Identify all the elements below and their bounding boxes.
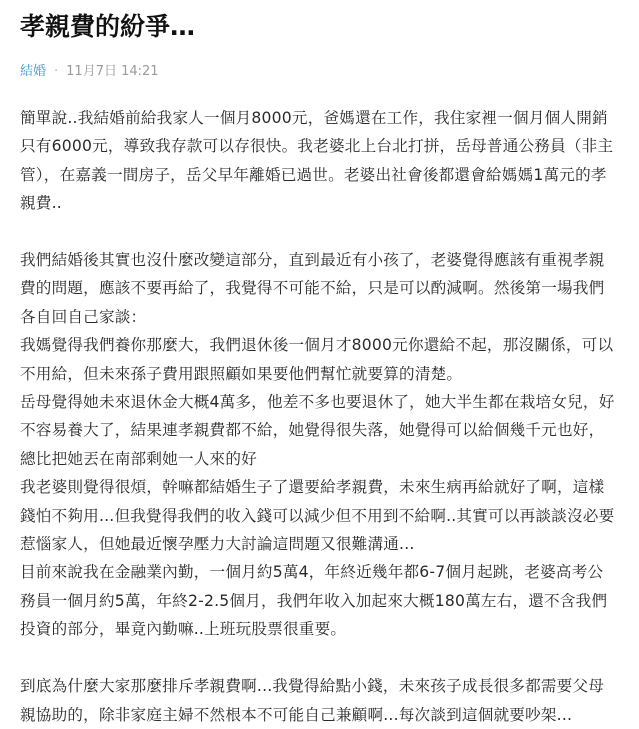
- post-body: [20, 104, 619, 729]
- post-timestamp: 11月7日 14:21: [66, 64, 159, 79]
- body-paragraph-2: 我們結婚後其實也沒什麼改變這部分，直到最近有小孩了，老婆覺得應該有重視孝親費的問題，應該不要再給了，我覺得不可能不給，只是可以酌減啊。然後第一場我們各自回自己家談：: [20, 251, 605, 326]
- body-paragraph-1: 簡單說..我結婚前給我家人一個月8000元，爸媽還在工作，我住家裡一個月個人開銷只有6000元，導致我存款可以存很快。我老婆北上台北打拼，岳母普通公務員（非主管），在嘉義一間房子，岳父早年離婚已過世。老婆出社會後都還會給媽媽1萬元的孝親費..: [20, 109, 614, 213]
- body-paragraph-4: 岳母覺得她未來退休金大概4萬多，他差不多也要退休了，她大半生都在栽培女兒，好不容易養大了，結果連孝親費都不給，她覺得很失落，她覺得可以給個幾千元也好，總比把她丟在南部剩她一人來的好: [20, 393, 615, 468]
- meta-separator: ·: [54, 64, 59, 79]
- body-paragraph-7: 到底為什麼大家那麼排斥孝親費啊...我覺得給點小錢，未來孩子成長很多都需要父母親協助的，除非家庭主婦不然根本不可能自己兼顧啊...每次談到這個就要吵架...: [20, 677, 605, 724]
- body-paragraph-5: 我老婆則覺得很煩，幹嘛都結婚生子了還要給孝親費，未來生病再給就好了啊，這樣錢怕不夠用...但我覺得我們的收入錢可以減少但不用到不給啊..其實可以再談談沒必要惹惱家人，但她最近懷孕壓力大討論這問題又很難溝通...: [20, 478, 615, 554]
- body-paragraph-3: 我媽覺得我們養你那麼大，我們退休後一個月才8000元你還給不起，那沒關係，可以不用給，但未來孫子費用跟照顧如果要他們幫忙就要算的清楚。: [20, 336, 614, 383]
- post-meta: [20, 63, 619, 81]
- board-link[interactable]: 結婚: [20, 64, 47, 79]
- post-title: 孝親費的紛爭…: [20, 12, 196, 41]
- body-paragraph-6: 目前來說我在金融業內勤，一個月約5萬4，年終近幾年都6-7個月起跳，老婆高考公務員一個月約5萬，年終2-2.5個月，我們年收入加起來大概180萬左右，還不含我們投資的部分，畢竟內勤嘛..上班玩股票很重要。: [20, 563, 608, 639]
